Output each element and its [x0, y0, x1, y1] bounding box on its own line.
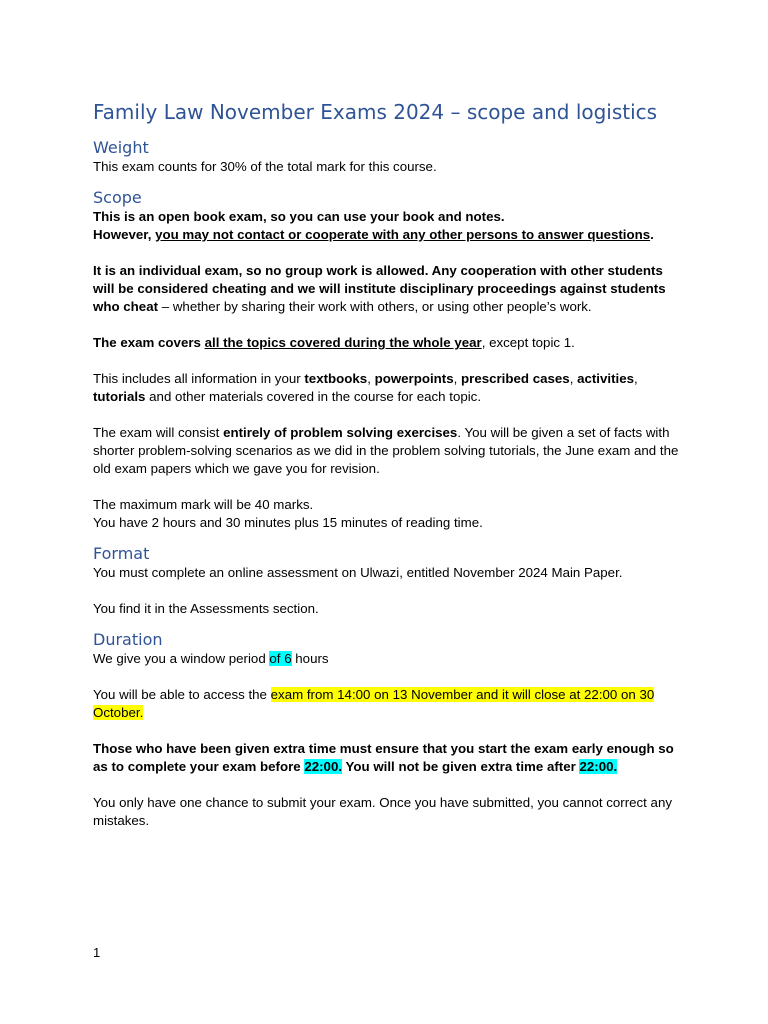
no-contact-paragraph: However, you may not contact or cooperate with any other persons to answer questions.	[93, 227, 654, 242]
individual-paragraph: It is an individual exam, so no group work is allowed. Any cooperation with other students will be considered cheating and we will institute disciplinary proceedings against students who cheat – whether by sharing their work with others, or using other people’s work.	[93, 263, 666, 314]
includes-paragraph: This includes all information in your textbooks, powerpoints, prescribed cases, activities, tutorials and other materials covered in the course for each topic.	[93, 371, 638, 404]
format-text: You must complete an online assessment on Ulwazi, entitled November 2024 Main Paper.	[93, 565, 623, 580]
page-title: Family Law November Exams 2024 – scope and logistics	[93, 100, 658, 124]
max-mark-text: The maximum mark will be 40 marks.	[93, 497, 314, 512]
access-paragraph: You will be able to access the exam from 14:00 on 13 November and it will close at 22:00 on 30 October.	[93, 687, 655, 720]
page-number: 1	[93, 945, 101, 960]
format-heading: Format	[93, 544, 150, 563]
duration-heading: Duration	[93, 630, 163, 649]
weight-heading: Weight	[93, 138, 149, 157]
weight-text: This exam counts for 30% of the total mark for this course.	[93, 159, 437, 174]
open-book-text: This is an open book exam, so you can use your book and notes.	[93, 209, 505, 224]
scope-heading: Scope	[93, 188, 142, 207]
consist-paragraph: The exam will consist entirely of problem solving exercises. You will be given a set of facts with shorter problem-solving scenarios as we did in the problem solving tutorials, the June exam and the old exam papers which we gave you for revision.	[93, 425, 679, 476]
format-location-text: You find it in the Assessments section.	[93, 601, 319, 616]
individual-text: It is an individual exam, so no group work is allowed. Any cooperation with other students will be considered cheating and we will institute disciplinary proceedings against students who cheat	[93, 263, 666, 314]
document-content	[93, 100, 683, 830]
window-highlight: of 6	[269, 651, 292, 666]
covers-topics-text: all the topics covered during the whole year	[204, 335, 482, 350]
access-highlight: exam from 14:00 on 13 November and it will close at 22:00 on 30 October.	[93, 687, 655, 720]
time-text: You have 2 hours and 30 minutes plus 15 minutes of reading time.	[93, 515, 483, 530]
no-contact-text: you may not contact or cooperate with any other persons to answer questions	[155, 227, 651, 242]
window-paragraph: We give you a window period of 6 hours	[93, 651, 329, 666]
one-chance-text: You only have one chance to submit your exam. Once you have submitted, you cannot correct any mistakes.	[93, 795, 672, 828]
extra-time-paragraph: Those who have been given extra time must ensure that you start the exam early enough so as to complete your exam before 22:00. You will not be given extra time after 22:00.	[93, 741, 674, 774]
covers-paragraph: The exam covers all the topics covered during the whole year, except topic 1.	[93, 335, 575, 350]
